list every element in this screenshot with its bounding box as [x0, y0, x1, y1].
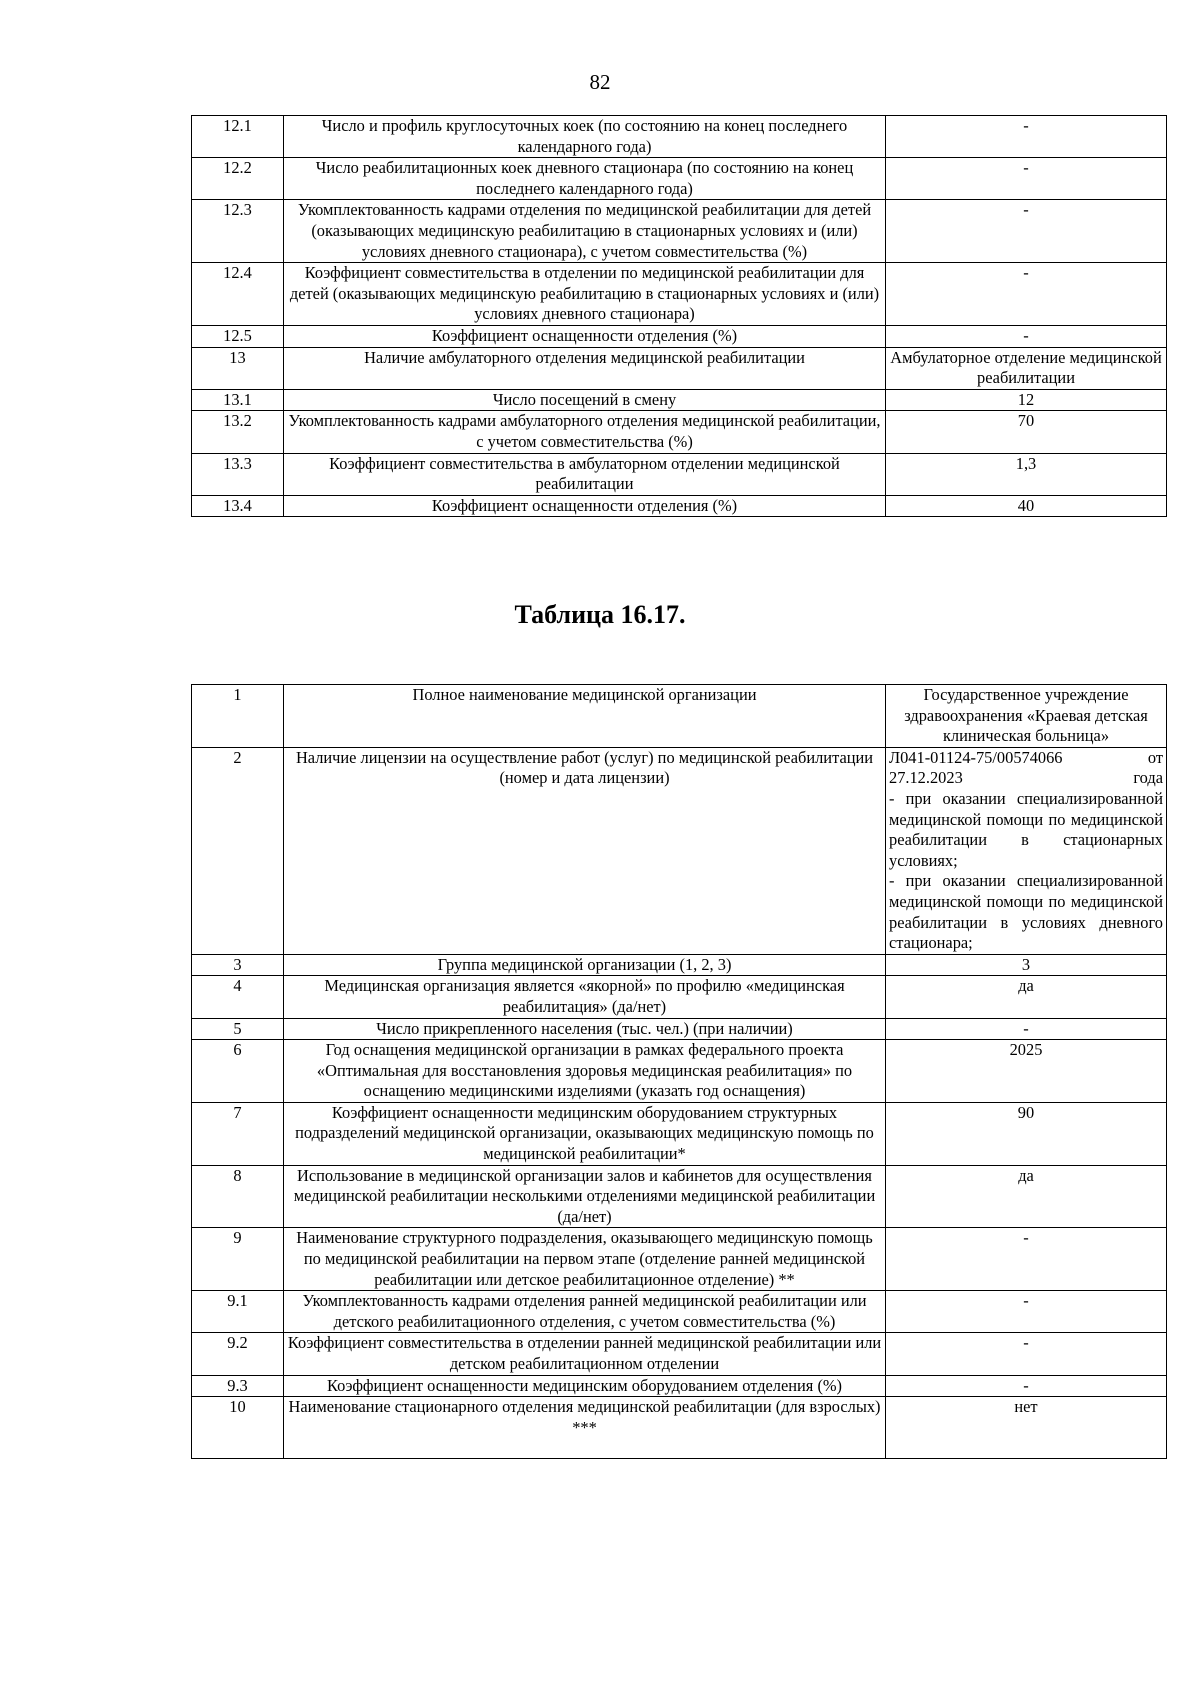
row-value: да: [886, 976, 1167, 1018]
table-row: [192, 347, 1167, 389]
table-row: [192, 263, 1167, 326]
row-value: -: [886, 1333, 1167, 1375]
row-value: -: [886, 1291, 1167, 1333]
bottom-table: [191, 684, 1167, 1459]
row-number: 13: [192, 347, 284, 389]
row-value: -: [886, 1228, 1167, 1291]
row-value: 1,3: [886, 453, 1167, 495]
license-year-word: года: [1133, 768, 1163, 788]
row-indicator: Наименование стационарного отделения медицинской реабилитации (для взрослых) ***: [284, 1397, 886, 1459]
table-row: [192, 1040, 1167, 1103]
row-number: 12.5: [192, 325, 284, 347]
table-row: [192, 1018, 1167, 1040]
row-indicator: Коэффициент совместительства в амбулаторном отделении медицинской реабилитации: [284, 453, 886, 495]
table-row: [192, 954, 1167, 976]
row-indicator: Число реабилитационных коек дневного стационара (по состоянию на конец последнего календарного года): [284, 158, 886, 200]
row-indicator: Число и профиль круглосуточных коек (по состоянию на конец последнего календарного года): [284, 116, 886, 158]
table-row: [192, 200, 1167, 263]
row-number: 9: [192, 1228, 284, 1291]
row-number: 6: [192, 1040, 284, 1103]
table-row: [192, 453, 1167, 495]
row-indicator: Полное наименование медицинской организации: [284, 685, 886, 748]
license-number: Л041-01124-75/00574066: [889, 747, 1063, 767]
table-row: [192, 411, 1167, 453]
table-row: [192, 1375, 1167, 1397]
license-cell: [886, 747, 1167, 954]
row-number: 12.3: [192, 200, 284, 263]
row-value: да: [886, 1165, 1167, 1228]
row-value: -: [886, 158, 1167, 200]
row-indicator: Коэффициент оснащенности медицинским оборудованием структурных подразделений медицинской организации, оказывающих медицинскую помощь по медицинской реабилитации*: [284, 1102, 886, 1165]
table-row: [192, 325, 1167, 347]
row-value: 70: [886, 411, 1167, 453]
top-table: [191, 115, 1167, 517]
row-number: 3: [192, 954, 284, 976]
table-row: [192, 747, 1167, 954]
row-value: -: [886, 1375, 1167, 1397]
license-number-line: [889, 748, 1163, 769]
row-indicator: Коэффициент совместительства в отделении ранней медицинской реабилитации или детском реабилитационном отделении: [284, 1333, 886, 1375]
row-indicator: Коэффициент оснащенности отделения (%): [284, 495, 886, 517]
row-number: 7: [192, 1102, 284, 1165]
row-number: 13.3: [192, 453, 284, 495]
table-row: [192, 1333, 1167, 1375]
table-caption: Таблица 16.17.: [514, 600, 686, 629]
row-number: 13.4: [192, 495, 284, 517]
row-indicator: Коэффициент оснащенности отделения (%): [284, 325, 886, 347]
license-from: от: [1147, 747, 1163, 767]
row-number: 8: [192, 1165, 284, 1228]
table-row: [192, 1397, 1167, 1459]
row-value: нет: [886, 1397, 1167, 1459]
row-value: Амбулаторное отделение медицинской реабилитации: [886, 347, 1167, 389]
row-number: 12.2: [192, 158, 284, 200]
row-number: 2: [192, 747, 284, 954]
row-indicator: Наличие амбулаторного отделения медицинской реабилитации: [284, 347, 886, 389]
table-row: [192, 158, 1167, 200]
page-number: 82: [589, 70, 611, 94]
row-value: 12: [886, 389, 1167, 411]
row-indicator: Укомплектованность кадрами отделения по медицинской реабилитации для детей (оказывающих медицинскую реабилитацию в стационарных условиях и (или) условиях дневного стационара), с учетом совместительства (%): [284, 200, 886, 263]
row-value: 40: [886, 495, 1167, 517]
table-row: [192, 116, 1167, 158]
row-indicator: Укомплектованность кадрами амбулаторного отделения медицинской реабилитации, с учетом совместительства (%): [284, 411, 886, 453]
row-indicator: Год оснащения медицинской организации в рамках федерального проекта «Оптимальная для восстановления здоровья медицинская реабилитация» по оснащению медицинскими изделиями (указать год оснащения): [284, 1040, 886, 1103]
license-date-line: [889, 768, 1163, 789]
row-value: Государственное учреждение здравоохранения «Краевая детская клиническая больница»: [886, 685, 1167, 748]
row-value: 2025: [886, 1040, 1167, 1103]
license-item-day-hospital: - при оказании специализированной медицинской помощи по медицинской реабилитации в условиях дневного стационара;: [889, 871, 1163, 953]
table-row: [192, 1228, 1167, 1291]
table-row: [192, 1291, 1167, 1333]
row-number: 10: [192, 1397, 284, 1459]
row-number: 9.1: [192, 1291, 284, 1333]
row-indicator: Коэффициент совместительства в отделении по медицинской реабилитации для детей (оказывающих медицинскую реабилитацию в стационарных условиях и (или) условиях дневного стационара): [284, 263, 886, 326]
license-item-inpatient: - при оказании специализированной медицинской помощи по медицинской реабилитации в стационарных условиях;: [889, 788, 1163, 870]
table-row: [192, 1165, 1167, 1228]
row-indicator: Медицинская организация является «якорной» по профилю «медицинская реабилитация» (да/нет): [284, 976, 886, 1018]
row-number: 5: [192, 1018, 284, 1040]
table-row: [192, 976, 1167, 1018]
row-indicator: Укомплектованность кадрами отделения ранней медицинской реабилитации или детского реабилитационного отделения, с учетом совместительства (%): [284, 1291, 886, 1333]
row-indicator: Группа медицинской организации (1, 2, 3): [284, 954, 886, 976]
table-row: [192, 1102, 1167, 1165]
row-number: 12.4: [192, 263, 284, 326]
row-indicator: Наименование структурного подразделения, оказывающего медицинскую помощь по медицинской реабилитации на первом этапе (отделение ранней медицинской реабилитации или детское реабилитационное отделение) **: [284, 1228, 886, 1291]
table-row: [192, 495, 1167, 517]
row-value: -: [886, 1018, 1167, 1040]
row-indicator: Число прикрепленного населения (тыс. чел.) (при наличии): [284, 1018, 886, 1040]
row-number: 9.3: [192, 1375, 284, 1397]
row-number: 12.1: [192, 116, 284, 158]
row-value: -: [886, 200, 1167, 263]
row-value: -: [886, 116, 1167, 158]
row-number: 13.2: [192, 411, 284, 453]
row-indicator: Число посещений в смену: [284, 389, 886, 411]
row-value: 3: [886, 954, 1167, 976]
row-value: 90: [886, 1102, 1167, 1165]
row-number: 13.1: [192, 389, 284, 411]
license-date: 27.12.2023: [889, 768, 963, 788]
row-indicator: Использование в медицинской организации залов и кабинетов для осуществления медицинской реабилитации несколькими отделениями медицинской реабилитации (да/нет): [284, 1165, 886, 1228]
row-indicator: Наличие лицензии на осуществление работ (услуг) по медицинской реабилитации (номер и дата лицензии): [284, 747, 886, 954]
row-value: -: [886, 263, 1167, 326]
row-value: -: [886, 325, 1167, 347]
table-row: [192, 389, 1167, 411]
row-number: 9.2: [192, 1333, 284, 1375]
table-row: [192, 685, 1167, 748]
row-number: 4: [192, 976, 284, 1018]
row-indicator: Коэффициент оснащенности медицинским оборудованием отделения (%): [284, 1375, 886, 1397]
row-number: 1: [192, 685, 284, 748]
